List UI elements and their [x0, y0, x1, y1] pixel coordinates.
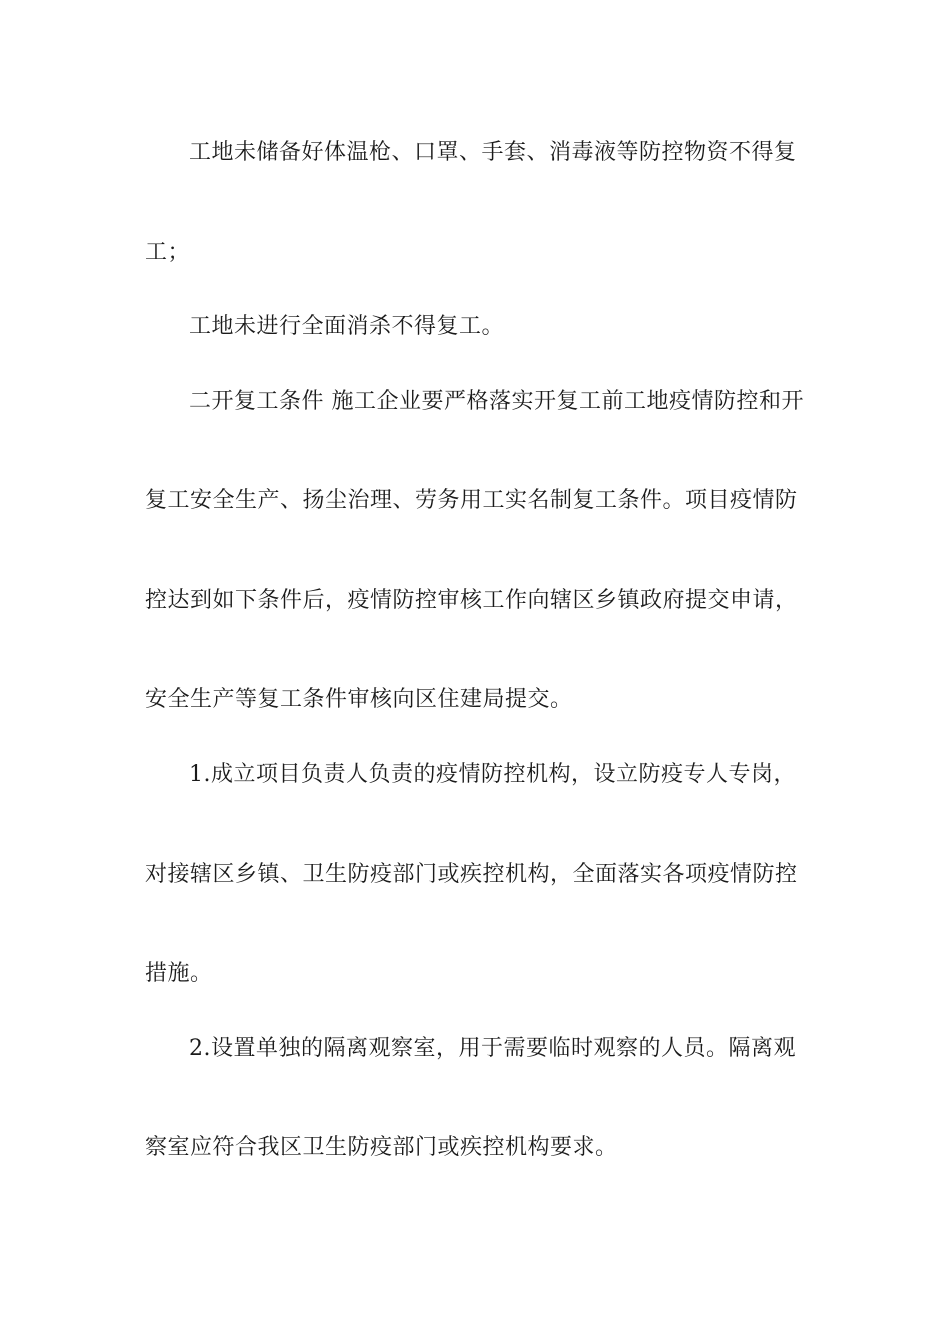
paragraph-line: 1.成立项目负责人负责的疫情防控机构，设立防疫专人专岗， — [189, 762, 796, 787]
paragraph-line: 控达到如下条件后，疫情防控审核工作向辖区乡镇政府提交申请， — [145, 588, 798, 613]
paragraph-line: 对接辖区乡镇、卫生防疫部门或疾控机构，全面落实各项疫情防控 — [145, 862, 798, 887]
paragraph-line: 工； — [145, 240, 191, 265]
paragraph-line: 二开复工条件 施工企业要严格落实开复工前工地疫情防控和开 — [189, 389, 804, 414]
paragraph-line: 工地未进行全面消杀不得复工。 — [189, 314, 505, 339]
paragraph-line: 安全生产等复工条件审核向区住建局提交。 — [145, 687, 573, 712]
paragraph-line: 措施。 — [145, 961, 213, 986]
paragraph-line: 2.设置单独的隔离观察室，用于需要临时观察的人员。隔离观 — [189, 1036, 796, 1061]
paragraph-line: 察室应符合我区卫生防疫部门或疾控机构要求。 — [145, 1135, 618, 1160]
paragraph-line: 复工安全生产、扬尘治理、劳务用工实名制复工条件。项目疫情防 — [145, 488, 798, 513]
paragraph-line: 工地未储备好体温枪、口罩、手套、消毒液等防控物资不得复 — [189, 140, 797, 165]
